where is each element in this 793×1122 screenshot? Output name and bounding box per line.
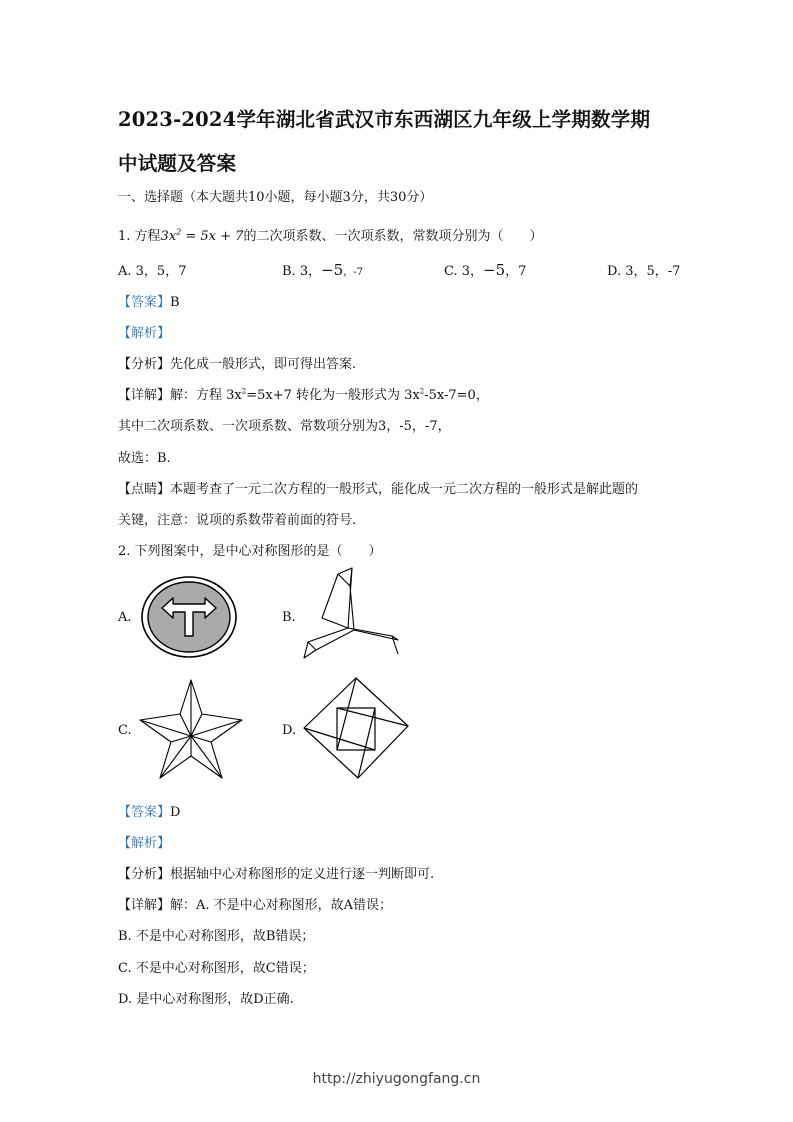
section-heading: 一、选择题（本大题共10小题，每小题3分，共30分）	[118, 190, 433, 205]
xiangjie-2-line-c: C. 不是中心对称图形，故C错误；	[118, 961, 315, 976]
equation-rhs: = 5x + 7	[181, 229, 244, 244]
figure-label-a: A.	[118, 610, 132, 625]
option-c	[444, 260, 526, 279]
page-title-line-2: 中试题及答案	[118, 152, 237, 175]
fenxi-tag: 【分析】	[118, 357, 171, 372]
question-1-suffix: 的二次项系数、一次项系数，常数项分别为（ ）	[243, 229, 543, 244]
option-a: A. 3，5，7	[118, 264, 187, 279]
option-b-part3: ，-7	[343, 267, 363, 278]
fenxi-text: 先化成一般形式，即可得出答案.	[170, 357, 357, 372]
xiangjie-sup1: 2	[241, 387, 247, 396]
xiangjie-tag: 【详解】	[118, 388, 171, 403]
figure-label-b: B.	[282, 610, 296, 625]
option-b	[282, 260, 363, 279]
xiangjie-part1: 解：方程 3x	[170, 388, 242, 403]
answer-2-tag: 【答案】	[118, 805, 171, 820]
question-1-prefix: 1. 方程	[118, 229, 161, 244]
xiangjie-2-line-b: B. 不是中心对称图形，故B错误；	[118, 929, 315, 944]
xiangjie-part2: =5x+7 转化为一般形式为 3x	[246, 388, 420, 403]
figure-a-traffic-sign	[140, 575, 238, 659]
dianjing-1	[118, 478, 638, 497]
xiangjie-1	[118, 384, 489, 403]
answer-tag: 【答案】	[118, 295, 171, 310]
question-2-stem: 2. 下列图案中，是中心对称图形的是（ ）	[118, 544, 382, 559]
option-d: D. 3，5，-7	[607, 264, 681, 279]
figure-label-c: C.	[118, 723, 132, 738]
xiangjie-line-2: 其中二次项系数、一次项系数、常数项分别为3，-5，-7，	[118, 419, 451, 434]
answer-2	[118, 801, 180, 820]
equation-lhs: 3x	[160, 229, 177, 244]
analysis-tag: 【解析】	[118, 326, 171, 341]
xiangjie-2-line-d: D. 是中心对称图形，故D正确.	[118, 992, 294, 1007]
option-c-part2: −5	[483, 261, 506, 279]
fenxi-2-text: 根据轴中心对称图形的定义进行逐一判断即可.	[170, 867, 435, 882]
equation-exponent: 2	[176, 227, 182, 237]
page-title-line-1: 2023-2024学年湖北省武汉市东西湖区九年级上学期数学期	[118, 108, 651, 131]
fenxi-1	[118, 353, 356, 372]
figure-label-d: D.	[282, 723, 297, 738]
question-1-stem	[118, 225, 542, 244]
footer-url[interactable]: http://zhiyugongfang.cn	[312, 1071, 481, 1087]
xiangjie-2	[118, 894, 392, 913]
option-c-part3: ，7	[505, 264, 527, 279]
option-b-part2: −5	[321, 261, 344, 279]
xiangjie-part3: -5x-7=0，	[424, 388, 489, 403]
dianjing-line-2: 关键，注意：说项的系数带着前面的符号.	[118, 513, 357, 528]
option-b-part1: B. 3，	[282, 264, 322, 279]
answer-1	[118, 291, 180, 310]
analysis-2-tag: 【解析】	[118, 836, 171, 851]
option-c-part1: C. 3，	[444, 264, 484, 279]
fenxi-2-tag: 【分析】	[118, 867, 171, 882]
figure-d-square-pattern	[300, 676, 410, 780]
figure-c-star	[138, 678, 244, 780]
xiangjie-line-3: 故选：B.	[118, 451, 171, 466]
xiangjie-2-text: 解：A. 不是中心对称图形，故A错误；	[170, 898, 393, 913]
answer-value: B	[170, 295, 180, 310]
fenxi-2	[118, 863, 434, 882]
xiangjie-sup2: 2	[419, 387, 425, 396]
dianjing-text: 本题考查了一元二次方程的一般形式，能化成一元二次方程的一般形式是解此题的	[170, 482, 639, 497]
xiangjie-2-tag: 【详解】	[118, 898, 171, 913]
answer-2-value: D	[170, 805, 181, 820]
figure-b-pinwheel	[300, 566, 408, 662]
dianjing-tag: 【点睛】	[118, 482, 171, 497]
